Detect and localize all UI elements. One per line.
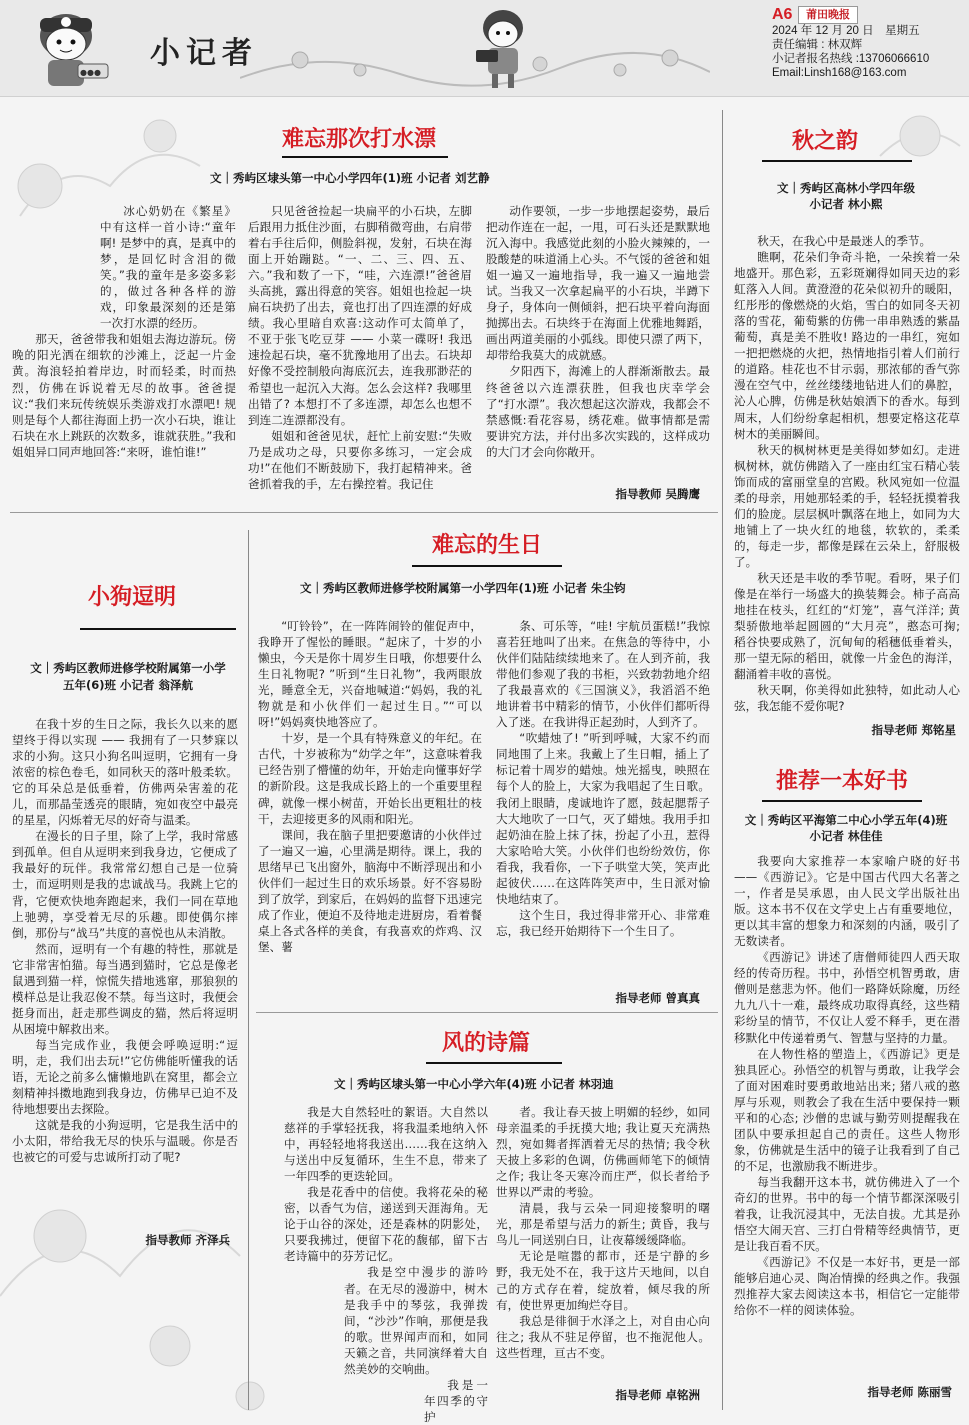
- email: Email:Linsh168@163.com: [772, 67, 907, 79]
- title-underline: [282, 156, 448, 158]
- article-body-column: [734, 233, 960, 714]
- paragraph: 我是一年四季的守护: [424, 1377, 488, 1424]
- article-body-column: [496, 618, 710, 939]
- title-underline: [80, 628, 236, 630]
- paragraph: 在漫长的日子里，除了上学，我时常感到孤单。但自从逗明来到我身边，它便成了我最好的玩伴。我常常幻想自己是一位骑士，而逗明则是我的忠诚战马。我跳上它的背，它便欢快地奔跑起来，我们一同在草地上驰骋，享受着无尽的乐趣。即使偶尔摔倒，那份与“战马”共度的喜悦也从未消散。: [12, 829, 238, 940]
- teacher-signature: 指导教师 吴腾鹰: [615, 487, 700, 501]
- paragraph: 每当我翻开这本书，就仿佛进入了一个奇幻的世界。书中的每一个情节都深深吸引着我，让我沉浸其中，无法自拔。尤其是孙悟空大闹天宫、三打白骨精等经典情节，更是让我百看不厌。: [734, 1174, 960, 1254]
- section-title: 小记者: [150, 36, 258, 71]
- article-body-column: [12, 716, 238, 1165]
- section-divider: [10, 512, 718, 513]
- teacher-signature: 指导老师 陈丽雪: [867, 1385, 952, 1399]
- paragraph: 秋天啊，你美得如此独特，如此动人心弦，我怎能不爱你呢?: [734, 683, 960, 714]
- paragraph: 然而，逗明有一个有趣的特性，那就是它非常害怕猫。每当遇到猫时，它总是像老鼠遇到猫一样，惊慌失措地逃窜，那狼狈的模样总是让我忍俊不禁。每当这时，我便会挺身而出，赶走那些调皮的猫，然后将逗明从困境中解救出来。: [12, 941, 238, 1036]
- issue-date: 2024 年 12 月 20 日 星期五: [772, 25, 920, 37]
- article-body-column: [284, 1104, 488, 1425]
- paragraph: 在我十岁的生日之际，我长久以来的愿望终于得以实现 —— 我拥有了一只梦寐以求的小狗。这只小狗名叫逗明，它拥有一身浓密的棕色卷毛，如同秋天的落叶般柔软。它的耳朵总是低垂着，仿佛两朵害羞的花儿，而那晶莹透亮的眼睛，宛如夜空中最亮的星星，闪烁着无尽的好奇与温柔。: [12, 717, 238, 828]
- article-title: 小狗逗明: [88, 585, 177, 610]
- article-body-column: [258, 618, 482, 955]
- paragraph: “吹蜡烛了! ”听到呼喊，大家不约而同地围了上来。我戴上了生日帽，插上了标记着十周岁的蜡烛。烛光摇曳，映照在每个人的脸上，大家为我唱起了生日歌。我闭上眼睛，虔诚地许了愿，鼓起腮帮子大大地吹了一口气，灭了蜡烛。我用手扣起奶油在脸上抹了抹，扮起了小丑，惹得大家哈哈大笑。小伙伴们也纷纷效仿，你看我，我看你，一下子哄堂大笑，笑声此起彼伏……在这阵阵笑声中，生日派对愉快地结束了。: [496, 731, 710, 906]
- title-underline: [412, 565, 562, 567]
- paragraph: 每当完成作业，我便会呼唤逗明:“逗明，走，我们出去玩!”它仿佛能听懂我的话语，无论之前多么慵懒地趴在窝里，都会立刻精神抖擞地跑到我身边，仿佛早已迫不及待地想要出去探险。: [12, 1037, 238, 1117]
- title-underline: [762, 160, 912, 162]
- article-title: 秋之韵: [792, 129, 859, 154]
- paragraph: 只见爸爸捡起一块扁平的小石块，左脚后跟用力抵住沙面，右脚稍微弯曲，右肩带着右手往后仰，侧脸斜视，发射，石块在海面上开始蹦跶。“一、二、三、四、五、六。”我和数了一下，“哇，六连漂!”爸爸眉头高挑，露出得意的笑容。姐姐也捡起一块扁石块扔了出去，竟也打出了四连漂的好成绩。我心里暗自欢喜:这动作可太简单了，不亚于张飞吃豆芽 —— 小菜一碟呀! 我迅速捡起石块，毫不犹豫地用了出去。石块却好像不受控制般向海底沉去，连我那渺茫的希望也一起沉入大海。怎么会这样? 我哪里出错了? 本想打不了多连漂，却怎么也想不到连二连漂都没有。: [248, 204, 472, 427]
- article-byline: 文｜秀屿区教师进修学校附属第一小学: [30, 661, 226, 675]
- paragraph: 秋天的枫树林更是美得如梦如幻。走进枫树林，就仿佛踏入了一座由红宝石精心装饰而成的富丽堂皇的宫殿。秋风宛如一位温柔的母亲，用她那轻柔的手，轻轻抚摸着我们的脸庞。层层枫叶飘落在地上，如同为大地铺上了一块火红的地毯，软软的，柔柔的，每走一步，都像是踩在云朵上，舒服极了。: [734, 442, 960, 569]
- paragraph: 《西游记》不仅是一本好书，更是一部能够启迪心灵、陶冶情操的经典之作。我强烈推荐大家去阅读这本书，相信它一定能带给你不一样的阅读体验。: [734, 1255, 960, 1318]
- paragraph: 这就是我的小狗逗明，它是我生活中的小太阳，带给我无尽的快乐与温暖。你是否也被它的可爱与忠诚所打动了呢?: [12, 1118, 238, 1165]
- article-title: 风的诗篇: [442, 1031, 531, 1056]
- paragraph: 那天，爸爸带我和姐姐去海边游玩。傍晚的阳光洒在细软的沙滩上，泛起一片金黄。海浪轻拍着岸边，时而轻柔，时而热烈，仿佛在诉说着无尽的故事。爸爸提议:“我们来玩传统娱乐类游戏打水漂吧! 规则是每个人都往海面上扔一次小石块，谁让石块在水上跳跃的次数多，谁就获胜。”我和姐姐异口同声地回答:“来呀，谁怕谁!”: [12, 332, 236, 459]
- article-byline: 五年(6)班 小记者 翁泽航: [62, 678, 194, 692]
- paragraph: 冰心奶奶在《繁星》中有这样一首小诗:“童年啊! 是梦中的真，是真中的梦，是回忆时含泪的微笑。”我的童年是多姿多彩的，做过各种各样的游戏，印象最深刻的还是第一次打水漂的经历。: [100, 204, 236, 331]
- article-body-column: [12, 203, 236, 460]
- article-byline: 文｜秀屿区高林小学四年级: [777, 181, 915, 195]
- title-underline: [426, 1062, 562, 1064]
- article-body-column: [734, 853, 960, 1318]
- paragraph: 秋天还是丰收的季节呢。看呀，果子们像是在举行一场盛大的换装舞会。柿子高高地挂在枝头，红红的“灯笼”，喜气洋洋; 黄梨骄傲地举起圆圆的“大月亮”，憨态可掬; 稻谷快要成熟了，沉甸甸的稻穗低垂着头，那一望无际的稻田，就像一片金色的海洋，翻涌着丰收的喜悦。: [734, 570, 960, 682]
- paragraph: 秋天，在我心中是最迷人的季节。: [757, 234, 932, 248]
- article-body-column: [248, 203, 472, 492]
- article-byline: 文｜秀屿区埭头第一中心小学六年(4)班 小记者 林羽迪: [334, 1077, 614, 1091]
- article-title: 难忘那次打水漂: [282, 127, 437, 152]
- article-title: 推荐一本好书: [776, 769, 909, 794]
- teacher-signature: 指导老师 卓铭洲: [615, 1388, 700, 1402]
- mascot-boy-illustration: [14, 6, 124, 94]
- article-body-column: [486, 203, 710, 460]
- section-divider: [256, 1012, 718, 1013]
- paragraph: 十岁，是一个具有特殊意义的年纪。在古代，十岁被称为“幼学之年”，这意味着我已经告别了懵懂的幼年，开始走向懂事好学的新阶段。这是我成长路上的一个重要里程碑，就像一棵小树苗，开始长出更粗壮的枝干，去迎接更多的风雨和阳光。: [258, 731, 482, 826]
- article-title: 难忘的生日: [432, 533, 543, 558]
- column-divider: [248, 530, 249, 1410]
- paragraph: 我是空中漫步的游吟者。在无尽的漫游中，树木是我手中的琴弦，我弹拨间，“沙沙”作响，那便是我的歌。世界闻声而和，如同天籁之音，共同演绎着大自然美妙的交响曲。: [344, 1265, 488, 1376]
- teacher-signature: 指导老师 郑铭星: [871, 723, 956, 737]
- page-number: A6: [772, 6, 793, 23]
- article-byline: 小记者 林佳佳: [809, 829, 883, 843]
- paragraph: 这个生日，我过得非常开心、非常难忘，我已经开始期待下一个生日了。: [496, 907, 710, 938]
- teacher-signature: 指导老师 曾真真: [615, 991, 700, 1005]
- paragraph: 我要向大家推荐一本家喻户晓的好书——《西游记》。它是中国古代四大名著之一，作者是吴承恩，由人民文学出版社出版。这本书不仅在文学史上占有重要地位，更以其丰富的想象力和深刻的内涵，吸引了无数读者。: [734, 854, 960, 949]
- paragraph: 无论是喧嚣的都市，还是宁静的乡野，我无处不在，我于这片天地间，以自己的方式存在着，绽放着，倾尽我的所有，使世界更加绚烂夺目。: [496, 1249, 710, 1312]
- paragraph: 条、可乐等，“哇! 宇航员蛋糕!”我惊喜若狂地叫了出来。在焦急的等待中，小伙伴们陆陆续续地来了。在人到齐前，我带他们参观了我的书柜，兴致勃勃地介绍了我最喜欢的《三国演义》，我滔滔不绝地讲着书中精彩的情节，小伙伴们都听得入了迷。在我讲得正起劲时，人到齐了。: [496, 619, 710, 730]
- column-divider: [722, 110, 723, 1410]
- title-underline: [762, 800, 922, 802]
- paragraph: 我是花香中的信使。我将花朵的秘密，以香气为信，递送到天涯海角。无论于山谷的深处，还是森林的阴影处，只要我拂过，便留下花的馥郁，留下古老诗篇中的芬芳记忆。: [284, 1185, 488, 1264]
- teacher-signature: 指导教师 齐泽兵: [145, 1233, 230, 1247]
- paragraph: 在人物性格的塑造上，《西游记》更是独具匠心。孙悟空的机智与勇敢，让我学会了面对困难时要勇敢地站出来; 猪八戒的憨厚与乐观，则教会了我在生活中要保持一颗平和的心态; 沙僧的忠诚与勤劳则提醒我在团队中要承担起自己的责任。这些人物形象，仿佛就是生活中的镜子让我看到了自己的不足，也激励我不断进步。: [734, 1046, 960, 1173]
- paragraph: 我是大自然轻吐的絮语。大自然以慈祥的手掌轻抚我，将我温柔地纳入怀中，再轻轻地将我送出……我在这纳入与送出中反复循环，生生不息，带来了一年四季的更迭轮回。: [284, 1105, 488, 1184]
- paragraph: 夕阳西下，海滩上的人群渐渐散去。最终爸爸以六连漂获胜，但我也庆幸学会了“打水漂”。我次想起这次游戏，我都会不禁感慨:看花容易，绣花难。做事情都是需要讲究方法，并付出多次实践的，这样成功的大门才会向你敞开。: [486, 364, 710, 459]
- paragraph: 清晨，我与云朵一同迎接黎明的曙光，那是希望与活力的新生; 黄昏，我与鸟儿一同送别白日，让夜幕缓缓降临。: [496, 1201, 710, 1248]
- hotline: 小记者报名热线 :13706066610: [772, 53, 930, 65]
- article-byline: 小记者 林小熙: [809, 197, 883, 211]
- paragraph: “叮铃铃”，在一阵阵闹铃的催促声中，我睁开了惺忪的睡眼。“起床了，十岁的小懒虫，今天是你十周岁生日哦，你想要什么生日礼物呢? ”听到“生日礼物”，我两眼放光，睡意全无，兴奋地喊道:“妈妈，我的礼物就是和小伙伴们一起过生日。”“可以呀!”妈妈爽快地答应了。: [258, 619, 482, 730]
- mascot-girl-illustration: [468, 4, 538, 94]
- article-byline: 文｜秀屿区埭头第一中心小学四年(1)班 小记者 刘艺静: [210, 171, 490, 185]
- article-body-column: [496, 1104, 710, 1361]
- svg-text:●●●: ●●●: [80, 68, 101, 77]
- paragraph: 瞧啊，花朵们争奇斗艳，一朵挨着一朵地盛开。那色彩，五彩斑斓得如同天边的彩虹落入人间。黄澄澄的花朵似初升的暖阳，红彤彤的像燃烧的火焰，雪白的如同冬天初落的雪花，葡萄紫的仿佛一串串熟透的紫晶葡萄，真是美不胜收! 路边的一串红，宛如一把把燃烧的火把，热情地指引着人们前行的道路。桂花也不甘示弱，那浓郁的香气弥漫在空气中，丝丝缕缕地钻进人们的鼻腔，沁人心脾，仿佛是秋姑娘洒下的香水。每到周末，人们纷纷拿起相机，想要定格这花草树木的美丽瞬间。: [734, 250, 960, 441]
- paragraph: 我总是徘徊于水泽之上，对自由心向往之; 我从不驻足停留，也不拖泥他人。这些哲理，亘古不变。: [496, 1313, 710, 1360]
- paragraph: 《西游记》讲述了唐僧师徒四人西天取经的传奇历程。书中，孙悟空机智勇敢，唐僧则是慈悲为怀。他们一路降妖除魔，历经九九八十一难，最终成功取得真经，这些精彩纷呈的情节，不仅让人爱不释手，更在潜移默化中传递着勇气、智慧与坚持的力量。: [734, 950, 960, 1045]
- article-byline: 文｜秀屿区教师进修学校附属第一小学四年(1)班 小记者 朱尘钧: [300, 581, 626, 595]
- editor-line: 责任编辑 : 林双辉: [772, 39, 863, 51]
- paragraph: 课间，我在脑子里把要邀请的小伙伴过了一遍又一遍，心里满是期待。课上，我的思绪早已飞出窗外，脑海中不断浮现出和小伙伴们一起过生日的欢乐场景。好不容易盼到了放学，到家后，在妈妈的监督下迅速完成了作业，便迫不及待地走进厨房，看着餐桌上各式各样的美食，有我喜欢的炸鸡、汉堡、薯: [258, 827, 482, 954]
- paragraph: 姐姐和爸爸见状，赶忙上前安慰:“失败乃是成功之母，只要你多练习，一定会成功!”在他们不断鼓励下，我打起精神来。爸爸抓着我的手，左右操控着。我记住: [248, 428, 472, 491]
- paragraph: 者。我让春天披上明媚的轻纱，如同母亲温柔的手抚摸大地; 我让夏天充满热烈，宛如舞者挥洒着无尽的热情; 我令秋天披上多彩的色调，仿佛画师笔下的倾情之作; 我让冬天寒冷而庄严，似长者给予世界以严肃的考验。: [496, 1105, 710, 1200]
- newspaper-logo: 莆田晚报: [798, 6, 858, 24]
- paragraph: 动作要领，一步一步地摆起姿势，最后把动作连在一起，一甩，可石头还是默默地沉入海中。我感觉此刻的小脸火辣辣的，一股酸楚的味道涌上心头。不气馁的爸爸和姐姐一遍又一遍地指导，我一遍又一遍地尝试。当我又一次拿起扁平的小石块，半蹲下身子，身体向一侧倾斜，把石块平着向海面抛掷出去。石块终于在海面上优雅地舞蹈，画出两道美丽的小弧线。即使只漂了两下，却带给我莫大的成就感。: [486, 204, 710, 363]
- article-byline: 文｜秀屿区平海第二中心小学五年(4)班: [744, 813, 948, 827]
